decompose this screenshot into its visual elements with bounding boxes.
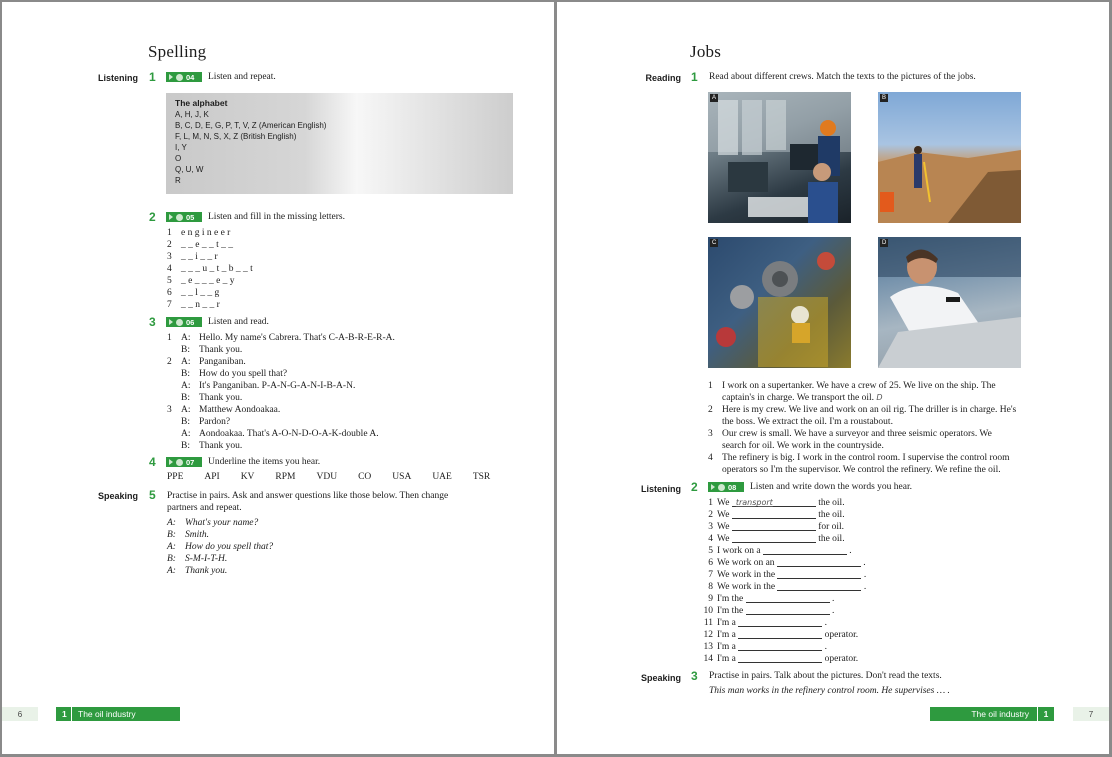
audio-track-badge[interactable]: 07 bbox=[166, 457, 202, 467]
photo-label: A bbox=[712, 95, 717, 101]
page-title: Jobs bbox=[690, 42, 722, 61]
play-icon bbox=[169, 319, 173, 325]
dialogue-line: 1 A: Hello. My name's Cabrera. That's C-A-B-R-E-R-A. bbox=[167, 333, 395, 343]
reading-text-item: 2 Here is my crew. We live and work on an oil rig. The driller is in charge. He's the boss. We extract the oil. I'm a roustabout. bbox=[708, 405, 1017, 427]
list-item: 7 _ _ n _ _ r bbox=[167, 300, 220, 310]
exercise-number: 2 bbox=[149, 210, 156, 224]
abbreviation-item[interactable]: VDU bbox=[316, 472, 338, 482]
word-pattern[interactable]: _ _ n _ _ r bbox=[181, 300, 220, 310]
answer-blank[interactable]: transport bbox=[732, 497, 816, 507]
dialogue-line: A: What's your name? bbox=[167, 518, 259, 528]
abbreviation-item[interactable]: RPM bbox=[275, 472, 296, 482]
word-pattern[interactable]: _ _ i _ _ r bbox=[181, 252, 218, 262]
exercise-instruction: Listen and write down the words you hear. bbox=[750, 482, 912, 492]
abbreviation-item[interactable]: TSR bbox=[472, 472, 491, 482]
alphabet-line: O bbox=[175, 154, 182, 163]
reading-text-item: 4 The refinery is big. I work in the control room. I supervise the control room operators so I'm the supervisor. We control the refinery. We refine the oil. bbox=[708, 453, 1010, 475]
section-label-reading: Reading bbox=[645, 73, 681, 83]
exercise-instruction: Read about different crews. Match the texts to the pictures of the jobs. bbox=[709, 72, 976, 82]
word-pattern[interactable]: e n g i n e e r bbox=[181, 228, 231, 238]
abbreviation-item[interactable]: KV bbox=[240, 472, 255, 482]
exercise-instruction: Listen and fill in the missing letters. bbox=[208, 212, 345, 222]
photo-ship-officer[interactable] bbox=[878, 237, 1021, 368]
list-item: 5 _ e _ _ _ e _ y bbox=[167, 276, 235, 286]
exercise-number: 4 bbox=[149, 455, 156, 469]
list-item: 4 _ _ _ u _ t _ b _ _ t bbox=[167, 264, 253, 274]
oil-rig-illustration bbox=[708, 237, 851, 368]
word-pattern[interactable]: _ e _ _ _ e _ y bbox=[181, 276, 235, 286]
fill-in-item: 5 I work on a . bbox=[708, 546, 852, 556]
unit-title: The oil industry bbox=[78, 709, 136, 719]
dialogue-line: B: Thank you. bbox=[181, 345, 243, 355]
example-dialogue bbox=[167, 517, 273, 577]
abbreviation-item[interactable]: USA bbox=[392, 472, 412, 482]
right-page bbox=[557, 2, 1109, 754]
answer-blank[interactable] bbox=[732, 533, 816, 543]
abbreviation-item[interactable]: CO bbox=[358, 472, 372, 482]
abbreviation-item[interactable]: PPE bbox=[167, 472, 184, 482]
unit-footer bbox=[930, 707, 1054, 721]
fill-in-item: 3 We for oil. bbox=[708, 522, 845, 532]
section-label-speaking: Speaking bbox=[640, 673, 681, 683]
exercise-instruction: Underline the items you hear. bbox=[208, 457, 321, 467]
list-item: 1 e n g i n e e r bbox=[167, 228, 231, 238]
photo-label: C bbox=[712, 240, 717, 246]
exercise-instruction: Listen and repeat. bbox=[208, 72, 276, 82]
fill-in-list bbox=[697, 497, 866, 665]
fill-in-item: 6 We work on an . bbox=[708, 558, 866, 568]
answer-blank[interactable] bbox=[777, 557, 861, 567]
abbreviation-list bbox=[167, 472, 511, 482]
answer-blank[interactable] bbox=[763, 545, 847, 555]
abbreviation-item[interactable]: API bbox=[204, 472, 220, 482]
answer-blank[interactable] bbox=[732, 509, 816, 519]
reading-text-item: 1 I work on a supertanker. We have a crew of 25. We live on the ship. The captain's in charge. We transport the oil. D bbox=[708, 381, 996, 403]
fill-in-item: 1 We transport the oil. bbox=[708, 498, 845, 508]
fill-in-item: 13 I'm a . bbox=[703, 642, 827, 652]
fill-in-item: 14 I'm a operator. bbox=[703, 654, 859, 664]
fill-in-item: 4 We the oil. bbox=[708, 534, 845, 544]
answer-blank[interactable] bbox=[746, 605, 830, 615]
alphabet-line: I, Y bbox=[175, 143, 187, 152]
fill-in-item: 11 I'm a . bbox=[703, 618, 827, 628]
handwritten-answer: D bbox=[876, 393, 883, 402]
exercise-number: 5 bbox=[149, 488, 156, 502]
exercise-number: 2 bbox=[691, 480, 698, 494]
section-label-listening: Listening bbox=[98, 73, 138, 83]
dialogue-line: 3 A: Matthew Aondoakaa. bbox=[167, 405, 281, 415]
photo-label: B bbox=[882, 95, 887, 101]
audio-track-badge[interactable]: 08 bbox=[708, 482, 744, 492]
dialogue-line: B: Pardon? bbox=[181, 417, 231, 427]
fill-in-item: 8 We work in the . bbox=[708, 582, 867, 592]
abbreviation-item[interactable]: UAE bbox=[432, 472, 452, 482]
photo-label: D bbox=[882, 240, 887, 246]
answer-blank[interactable] bbox=[777, 581, 861, 591]
dialogue-line: B: How do you spell that? bbox=[181, 369, 288, 379]
alphabet-line: A, H, J, K bbox=[175, 110, 209, 119]
alphabet-heading: The alphabet bbox=[175, 98, 228, 108]
dialogue-line: B: Thank you. bbox=[181, 441, 243, 451]
audio-track-badge[interactable]: 06 bbox=[166, 317, 202, 327]
answer-blank[interactable] bbox=[738, 617, 822, 627]
fill-in-item: 9 I'm the . bbox=[708, 594, 835, 604]
unit-number: 1 bbox=[62, 709, 67, 719]
dialogue-list bbox=[167, 332, 395, 452]
word-pattern[interactable]: _ _ _ u _ t _ b _ _ t bbox=[181, 264, 253, 274]
alphabet-line: Q, U, W bbox=[175, 165, 204, 174]
fill-in-item: 2 We the oil. bbox=[708, 510, 845, 520]
ship-officer-illustration bbox=[878, 237, 1021, 368]
reading-texts bbox=[708, 380, 1053, 476]
answer-blank[interactable] bbox=[732, 521, 816, 531]
photo-oil-rig[interactable] bbox=[708, 237, 851, 368]
dialogue-line: B: Thank you. bbox=[181, 393, 243, 403]
alphabet-box bbox=[166, 93, 513, 194]
play-icon bbox=[169, 214, 173, 220]
cd-icon bbox=[176, 459, 183, 466]
alphabet-line: R bbox=[175, 176, 181, 185]
audio-track-badge[interactable]: 05 bbox=[166, 212, 202, 222]
page-number: 7 bbox=[1073, 707, 1109, 721]
list-item: 6 _ _ l _ _ g bbox=[167, 288, 220, 298]
answer-blank[interactable] bbox=[777, 569, 861, 579]
exercise-instruction: Practise in pairs. Talk about the pictures. Don't read the texts. bbox=[709, 671, 942, 681]
word-pattern[interactable]: _ _ l _ _ g bbox=[181, 288, 220, 298]
unit-number: 1 bbox=[1043, 709, 1049, 719]
alphabet-line: B, C, D, E, G, P, T, V, Z (American English) bbox=[175, 121, 327, 130]
dialogue-line: 2 A: Panganiban. bbox=[167, 357, 246, 367]
exercise-number: 1 bbox=[149, 70, 156, 84]
photo-surveyor[interactable] bbox=[878, 92, 1021, 223]
unit-title: The oil industry bbox=[971, 709, 1029, 719]
play-icon bbox=[169, 74, 173, 80]
audio-track-badge[interactable]: 04 bbox=[166, 72, 202, 82]
word-pattern[interactable]: _ _ e _ _ t _ _ bbox=[181, 240, 233, 250]
alphabet-line: F, L, M, N, S, X, Z (British English) bbox=[175, 132, 297, 141]
unit-footer bbox=[56, 707, 180, 721]
answer-blank[interactable] bbox=[738, 629, 822, 639]
play-icon bbox=[169, 459, 173, 465]
dialogue-line: A: It's Panganiban. P-A-N-G-A-N-I-B-A-N. bbox=[181, 381, 356, 391]
fill-in-item: 10 I'm the . bbox=[703, 606, 835, 616]
dialogue-line: B: Smith. bbox=[167, 530, 210, 540]
answer-blank[interactable] bbox=[746, 593, 830, 603]
play-icon bbox=[711, 484, 715, 490]
page-number: 6 bbox=[2, 707, 38, 721]
cd-icon bbox=[176, 214, 183, 221]
list-item: 2 _ _ e _ _ t _ _ bbox=[167, 240, 233, 250]
cd-icon bbox=[718, 484, 725, 491]
example-sentence: This man works in the refinery control room. He supervises … . bbox=[709, 686, 950, 696]
surveyor-illustration bbox=[878, 92, 1021, 223]
dialogue-line: A: Aondoakaa. That's A-O-N-D-O-A-K-double A. bbox=[181, 429, 379, 439]
list-item: 3 _ _ i _ _ r bbox=[167, 252, 218, 262]
dialogue-line: A: Thank you. bbox=[167, 566, 228, 576]
answer-blank[interactable] bbox=[738, 641, 822, 651]
exercise-instruction: Listen and read. bbox=[208, 317, 269, 327]
exercise-number: 3 bbox=[149, 315, 156, 329]
exercise-number: 3 bbox=[691, 669, 698, 683]
fill-in-item: 12 I'm a operator. bbox=[703, 630, 859, 640]
page-title: Spelling bbox=[148, 42, 207, 61]
cd-icon bbox=[176, 319, 183, 326]
photo-control-room[interactable] bbox=[708, 92, 851, 223]
fill-in-item: 7 We work in the . bbox=[708, 570, 867, 580]
reading-text-item: 3 Our crew is small. We have a surveyor and three seismic operators. We search for oil. We work in the countryside. bbox=[708, 429, 992, 451]
dialogue-line: A: How do you spell that? bbox=[167, 542, 274, 552]
cd-icon bbox=[176, 74, 183, 81]
dialogue-line: B: S-M-I-T-H. bbox=[167, 554, 228, 564]
section-label-speaking: Speaking bbox=[97, 491, 138, 501]
missing-letters-list bbox=[167, 227, 253, 311]
control-room-illustration bbox=[708, 92, 851, 223]
section-label-listening: Listening bbox=[641, 484, 681, 494]
left-page bbox=[2, 2, 554, 754]
exercise-instruction: Practise in pairs. Ask and answer questions like those below. Then change partners and repeat. bbox=[167, 491, 449, 513]
exercise-number: 1 bbox=[691, 70, 698, 84]
answer-blank[interactable] bbox=[738, 653, 822, 663]
